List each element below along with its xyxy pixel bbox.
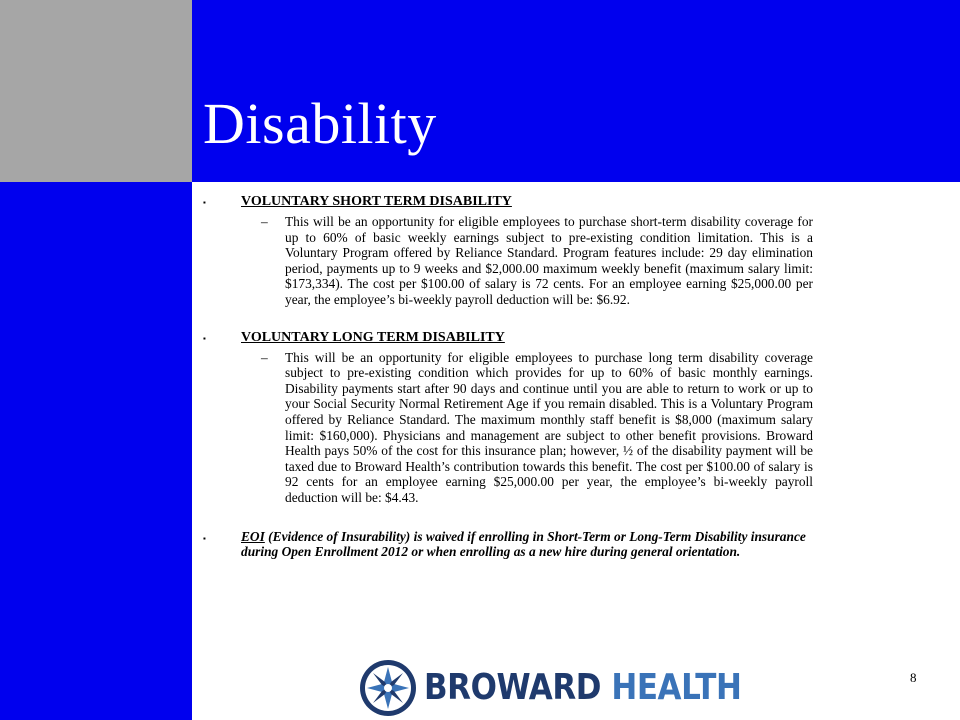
short-term-description: This will be an opportunity for eligible employees to purchase short-term disability coverage for up to 60% of basic weekly earnings subject to pre-existing condition limitation. This is a Voluntary Program offered by Reliance Standard. Program features include: 29 day elimination period, payments up to 9 weeks and $2,000.00 maximum weekly benefit (maximum salary limit: $173,334). The cost per $100.00 of salary is 72 cents. For an employee earning $25,000.00 per year, the employee’s bi-weekly payroll deduction will be: $6.92.: [285, 214, 813, 307]
short-term-heading-row: [203, 193, 813, 210]
long-term-section: [203, 329, 813, 506]
eoi-note-text: (Evidence of Insurability) is waived if enrolling in Short-Term or Long-Term Disability insurance during Open Enrollment 2012 or when enrolling as a new hire during general orientation.: [241, 528, 806, 560]
page-number: 8: [910, 670, 917, 685]
logo-word-broward: BROWARD: [424, 667, 602, 708]
star-emblem-icon: [358, 658, 418, 718]
long-term-heading: VOLUNTARY LONG TERM DISABILITY: [241, 329, 505, 345]
eoi-note-row: [203, 529, 813, 560]
long-term-description-row: [203, 350, 813, 506]
logo-wordmark: [424, 666, 741, 710]
square-bullet-icon: ▪: [203, 198, 206, 207]
square-bullet-icon: ▪: [203, 533, 206, 543]
logo-word-health: HEALTH: [601, 667, 742, 708]
dash-bullet-icon: –: [261, 349, 268, 365]
left-accent-bar: [0, 182, 192, 720]
broward-health-logo: [358, 658, 742, 718]
title-corner-block: [0, 0, 192, 182]
eoi-code: EOI: [241, 528, 265, 544]
eoi-section: [203, 529, 813, 560]
square-bullet-icon: ▪: [203, 333, 206, 343]
short-term-description-row: [203, 214, 813, 308]
short-term-heading: VOLUNTARY SHORT TERM DISABILITY: [241, 194, 512, 209]
slide-title: Disability: [203, 91, 437, 156]
short-term-section: [203, 193, 813, 308]
dash-bullet-icon: –: [261, 214, 268, 229]
long-term-description: This will be an opportunity for eligible employees to purchase long term disability coverage subject to pre-existing condition which provides for up to 60% of basic monthly earnings. Disability payments start after 90 days and continue until you are able to return to work or up to your Social Security Normal Retirement Age if you remain disabled. This is a Voluntary Program offered by Reliance Standard. The maximum monthly staff benefit is $8,000 (maximum salary limit: $160,000). Physicians and management are subject to other benefit provisions. Broward Health pays 50% of the cost for this insurance plan; however, ½ of the disability payment will be taxed due to Broward Health’s contribution towards this benefit. The cost per $100.00 of salary is 92 cents for an employee earning $25,000.00 per year, the employee’s bi-weekly payroll deduction will be: $4.43.: [285, 349, 813, 505]
long-term-heading-row: [203, 329, 813, 346]
slide-content: [203, 193, 813, 560]
